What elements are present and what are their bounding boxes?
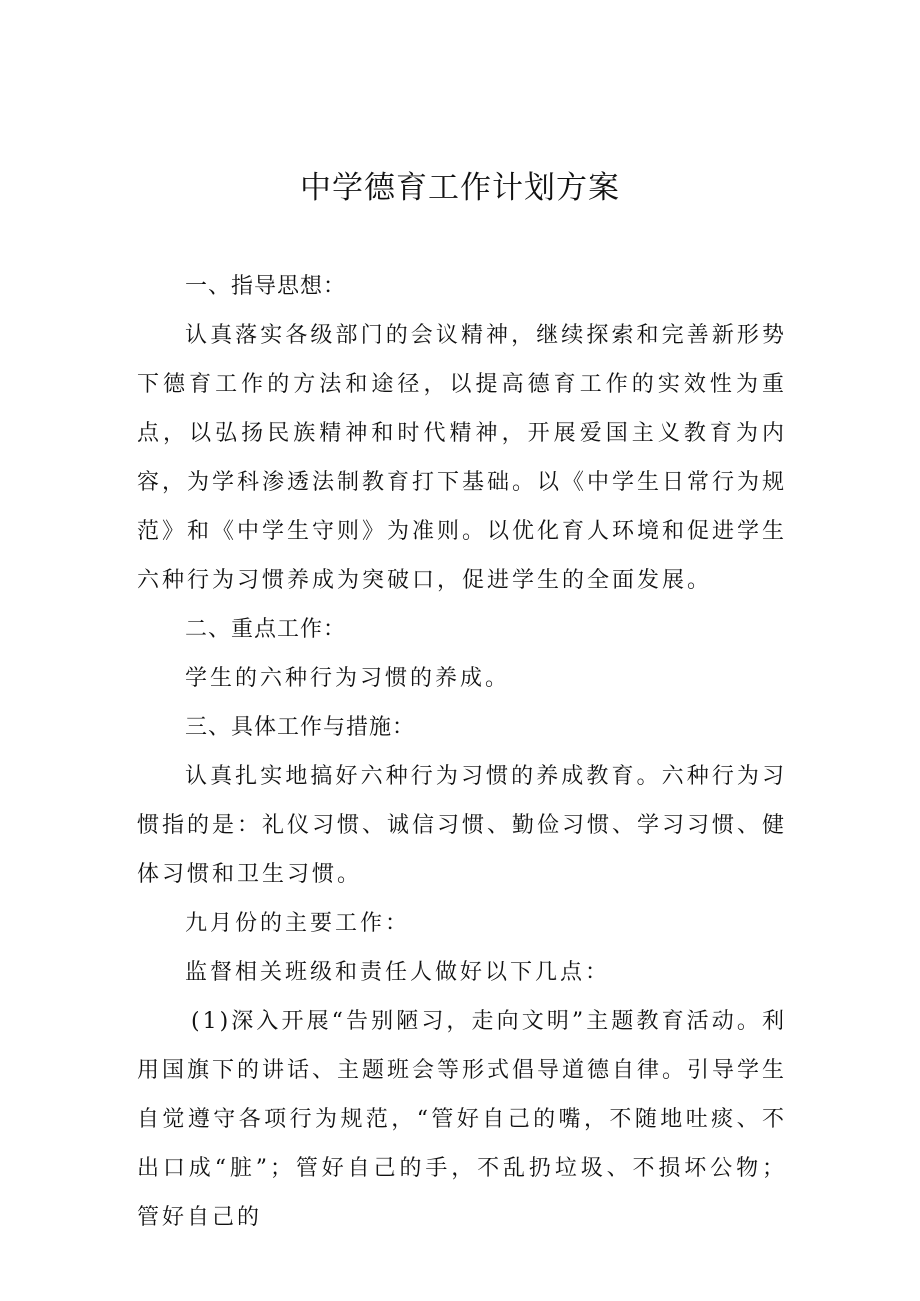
section-heading-key-work: 二、重点工作： — [185, 617, 347, 642]
paragraph-september-work: 九月份的主要工作： — [185, 911, 411, 936]
section-heading-guiding-ideology: 一、指导思想： — [185, 274, 347, 299]
paragraph-guiding-ideology: 认真落实各级部门的会议精神，继续探索和完善新形势下德育工作的方法和途径，以提高德育工作的实效性为重点，以弘扬民族精神和时代精神，开展爱国主义教育为内容，为学科渗透法制教育打下基础。以《中学生日常行为规范》和《中学生守则》为准则。以优化育人环境和促进学生六种行为习惯养成为突破口，促进学生的全面发展。 — [137, 323, 788, 593]
paragraph-supervision: 监督相关班级和责任人做好以下几点： — [185, 960, 611, 985]
document-body — [137, 262, 787, 1242]
paragraph-item-1: (1)深入开展“告别陋习，走向文明”主题教育活动。利用国旗下的讲话、主题班会等形式倡导道德自律。引导学生自觉遵守各项行为规范，“管好自己的嘴，不随地吐痰、不出口成“脏”；管好自己的手，不乱扔垃圾、不损坏公物；管好自己的 — [137, 1009, 788, 1230]
paragraph-key-work: 学生的六种行为习惯的养成。 — [185, 666, 511, 691]
section-heading-measures: 三、具体工作与措施： — [185, 715, 416, 740]
document-title: 中学德育工作计划方案 — [300, 170, 620, 206]
paragraph-six-habits: 认真扎实地搞好六种行为习惯的养成教育。六种行为习惯指的是：礼仪习惯、诚信习惯、勤俭习惯、学习习惯、健体习惯和卫生习惯。 — [137, 764, 788, 887]
